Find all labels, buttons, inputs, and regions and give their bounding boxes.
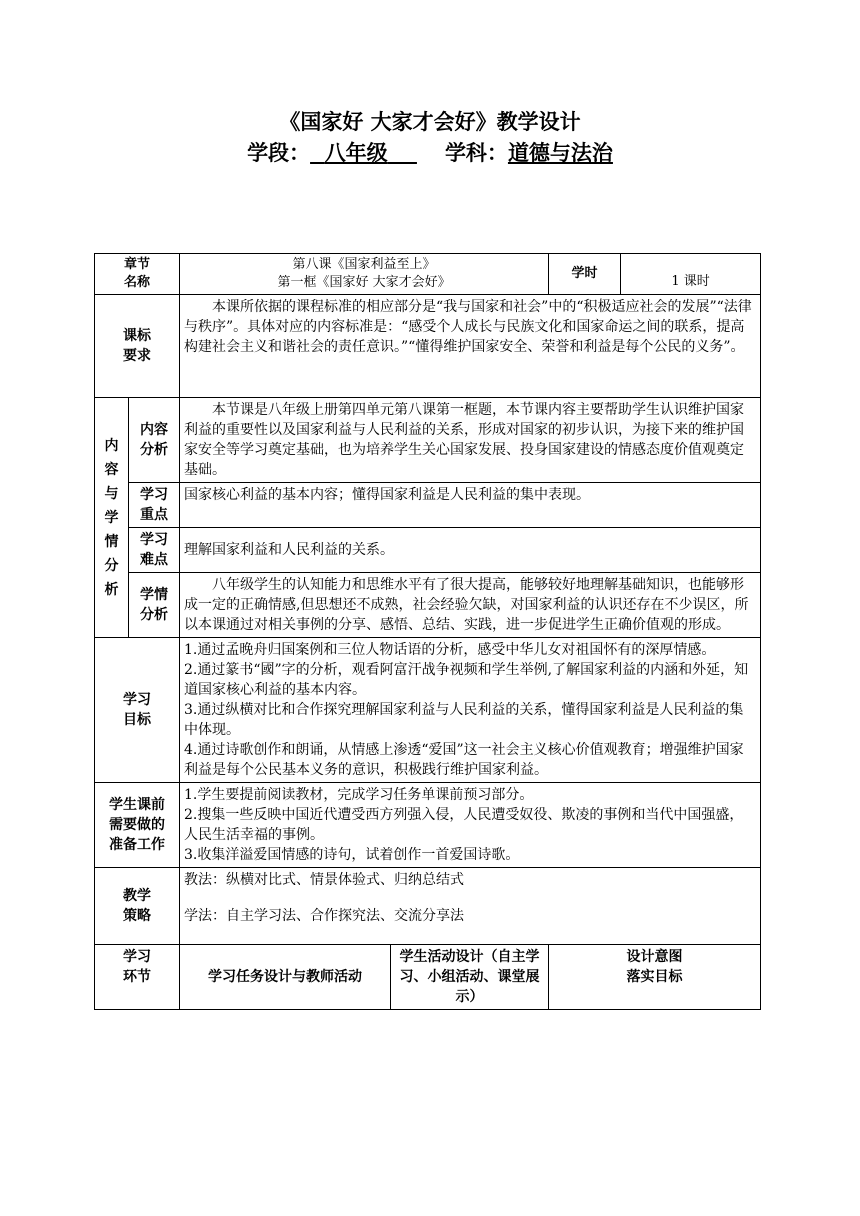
goals-row xyxy=(95,638,761,783)
document-subtitle xyxy=(0,137,860,167)
header-stage: 学习 环节 xyxy=(95,945,180,1010)
chapter-row xyxy=(95,254,761,295)
content-analysis-text: 本节课是八年级上册第四单元第八课第一框题，本节课内容主要帮助学生认识维护国家利益的重要性以及国家利益与人民利益的关系，形成对国家的初步认识，为接下来的维护国家安全等学习奠定基础，也为培养学生关心国家发展、投身国家建设的情感态度价值观奠定基础。 xyxy=(180,398,761,483)
student-analysis-row xyxy=(95,573,761,638)
activity-header-row xyxy=(95,945,761,1010)
header-task: 学习任务设计与教师活动 xyxy=(180,945,391,1010)
standard-row xyxy=(95,295,761,398)
chapter-lesson: 第八课《国家利益至上》 xyxy=(292,257,436,272)
hours-value: 1 课时 xyxy=(621,254,761,295)
preparation-label: 学生课前 需要做的 准备工作 xyxy=(95,783,180,868)
preparation-item: 2.搜集一些反映中国近代遭受西方列强入侵，人民遭受奴役、欺凌的事例和当代中国强盛，人民生活幸福的事例。 xyxy=(184,807,744,843)
student-analysis-label: 学情 分析 xyxy=(129,573,180,638)
preparation-item: 3.收集洋溢爱国情感的诗句，试着创作一首爱国诗歌。 xyxy=(184,847,520,863)
analysis-group-label: 内 容 与 学 情 分 析 xyxy=(95,398,129,638)
lesson-design-table xyxy=(94,253,761,1010)
goals-label: 学习 目标 xyxy=(95,638,180,783)
key-points-label: 学习 重点 xyxy=(129,483,180,528)
chapter-section: 第一框《国家好 大家才会好》 xyxy=(277,275,451,290)
chapter-title xyxy=(180,254,549,295)
strategy-row xyxy=(95,868,761,945)
key-points-row xyxy=(95,483,761,528)
standard-label: 课标 要求 xyxy=(95,295,180,398)
hours-label: 学时 xyxy=(549,254,621,295)
strategy-label: 教学 策略 xyxy=(95,868,180,945)
strategy-text xyxy=(180,868,761,945)
difficulty-label: 学习 难点 xyxy=(129,528,180,573)
student-analysis-text: 八年级学生的认知能力和思维水平有了很大提高，能够较好地理解基础知识，也能够形成一定的正确情感,但思想还不成熟，社会经验欠缺，对国家利益的认识还存在不少误区，所以本课通过对相关事例的分享、感悟、总结、实践，进一步促进学生正确价值观的形成。 xyxy=(180,573,761,638)
difficulty-text: 理解国家利益和人民利益的关系。 xyxy=(180,528,761,573)
header-intent: 设计意图 落实目标 xyxy=(549,945,761,1010)
chapter-label: 章节 名称 xyxy=(95,254,180,295)
learning-methods: 学法：自主学习法、合作探究法、交流分享法 xyxy=(184,908,465,924)
goal-item: 2.通过篆书“國”字的分析，观看阿富汗战争视频和学生举例,了解国家利益的内涵和外延，知道国家核心利益的基本内容。 xyxy=(184,662,749,698)
standard-text: 本课所依据的课程标准的相应部分是“我与国家和社会”中的“积极适应社会的发展”“法律与秩序”。具体对应的内容标准是：“感受个人成长与民族文化和国家命运之间的联系，提高构建社会主义和谐社会的责任意识。”“懂得维护国家安全、荣誉和利益是每个公民的义务”。 xyxy=(180,295,761,398)
preparation-row xyxy=(95,783,761,868)
preparation-item: 1.学生要提前阅读教材，完成学习任务单课前预习部分。 xyxy=(184,787,534,803)
content-analysis-row xyxy=(95,398,761,483)
stage-value: 八年级 xyxy=(324,141,388,165)
teaching-methods: 教法：纵横对比式、情景体验式、归纳总结式 xyxy=(184,872,465,888)
goal-item: 3.通过纵横对比和合作探究理解国家利益与人民利益的关系，懂得国家利益是人民利益的集中体现。 xyxy=(184,702,744,738)
subject-label: 学科： xyxy=(444,141,508,165)
stage-label: 学段： xyxy=(247,141,311,165)
goal-item: 1.通过孟晚舟归国案例和三位人物话语的分析，感受中华儿女对祖国怀有的深厚情感。 xyxy=(184,642,716,658)
header-activity: 学生活动设计（自主学习、小组活动、课堂展示） xyxy=(391,945,549,1010)
preparation-list xyxy=(180,783,761,868)
document-title: 《国家好 大家才会好》教学设计 xyxy=(279,110,581,134)
key-points-text: 国家核心利益的基本内容；懂得国家利益是人民利益的集中表现。 xyxy=(180,483,761,528)
content-analysis-label: 内容 分析 xyxy=(129,398,180,483)
subject-value: 道德与法治 xyxy=(507,141,613,165)
goal-item: 4.通过诗歌创作和朗诵，从情感上渗透“爱国”这一社会主义核心价值观教育；增强维护国家利益是每个公民基本义务的意识，积极践行维护国家利益。 xyxy=(184,742,744,778)
difficulty-row xyxy=(95,528,761,573)
goals-list xyxy=(180,638,761,783)
